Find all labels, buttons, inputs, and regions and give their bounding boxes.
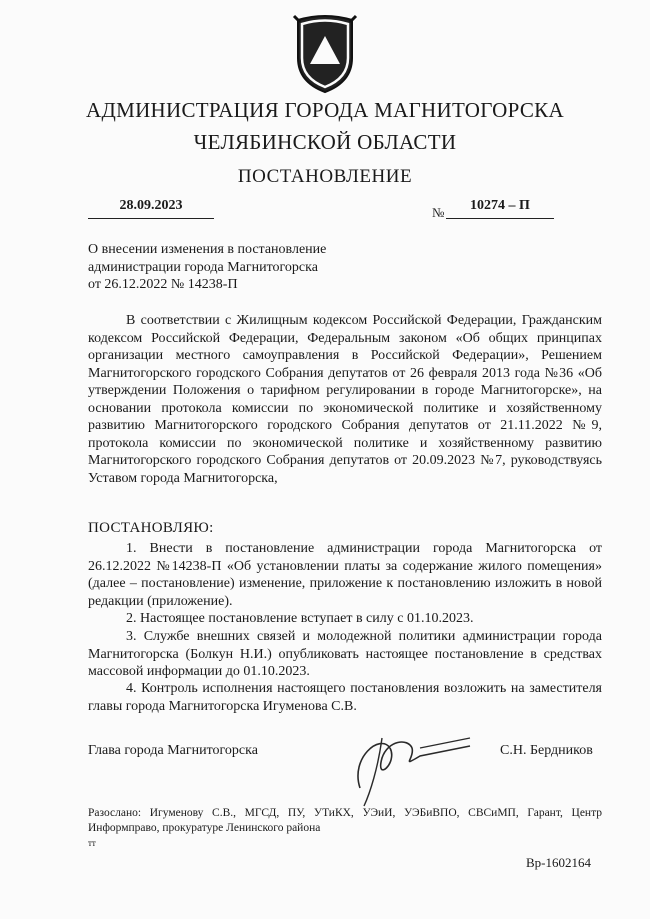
document-type: ПОСТАНОВЛЕНИЕ (237, 166, 413, 187)
resolution-item: 3. Службе внешних связей и молодежной политики администрации города Магнитогорска (Болкун Н.И.) опубликовать настоящее постановление в средствах массовой информации до 01.10.2023. (88, 629, 602, 679)
subject-line: О внесении изменения в постановление (88, 242, 327, 257)
document-date: 28.09.2023 (119, 198, 183, 213)
city-coat-of-arms-icon (290, 12, 360, 94)
resolve-heading: ПОСТАНОВЛЯЮ: (88, 520, 214, 536)
registration-code: Вр-1602164 (526, 855, 591, 870)
executor-initials: тт (88, 838, 96, 848)
preamble-paragraph: В соответствии с Жилищным кодексом Российской Федерации, Гражданским кодексом Российской Федерации, Федеральным законом «Об общих принципах организации местного самоуправления в Российской Федерации», Решением Магнитогорского городского Собрания депутатов от 26 февраля 2013 года №36 «Об утверждении Положения о тарифном регулировании в городе Магнитогорске», на основании протокола комиссии по экономической политике и хозяйственному развитию Магнитогорского городского Собрания депутатов от 21.11.2022 №9, протокола комиссии по экономической политике и хозяйственному развитию Магнитогорского городского Собрания депутатов от 20.09.2023 №7, руководствуясь Уставом города Магнитогорска, (88, 313, 602, 486)
resolution-item: 4. Контроль исполнения настоящего постановления возложить на заместителя главы города Магнитогорска Игуменова С.В. (88, 681, 602, 714)
resolution-item: 1. Внести в постановление администрации города Магнитогорска от 26.12.2022 №14238-П «Об установлении платы за содержание жилого помещения» (далее – постановление) изменение, приложение к постановлению изложить в новой редакции (приложение). (88, 541, 602, 609)
organization-region: ЧЕЛЯБИНСКОЙ ОБЛАСТИ (193, 130, 457, 154)
handwritten-signature (320, 718, 480, 808)
document-number: 10274 – П (470, 198, 530, 213)
signatory-name: С.Н. Бердников (500, 743, 593, 758)
number-sign: № (432, 205, 445, 220)
distribution-list: Разослано: Игуменову С.В., МГСД, ПУ, УТиКХ, УЭиИ, УЭБиВПО, СВСиМП, Гарант, Центр Информправо, прокуратуре Ленинского района (88, 807, 602, 834)
subject-line: администрации города Магнитогорска (88, 259, 318, 275)
document-subject (88, 241, 388, 294)
organization-name: АДМИНИСТРАЦИЯ ГОРОДА МАГНИТОГОРСКА (86, 98, 564, 122)
subject-line: от 26.12.2022 № 14238-П (88, 277, 238, 292)
resolution-item: 2. Настоящее постановление вступает в силу с 01.10.2023. (126, 611, 474, 626)
signatory-position: Глава города Магнитогорска (88, 743, 258, 758)
